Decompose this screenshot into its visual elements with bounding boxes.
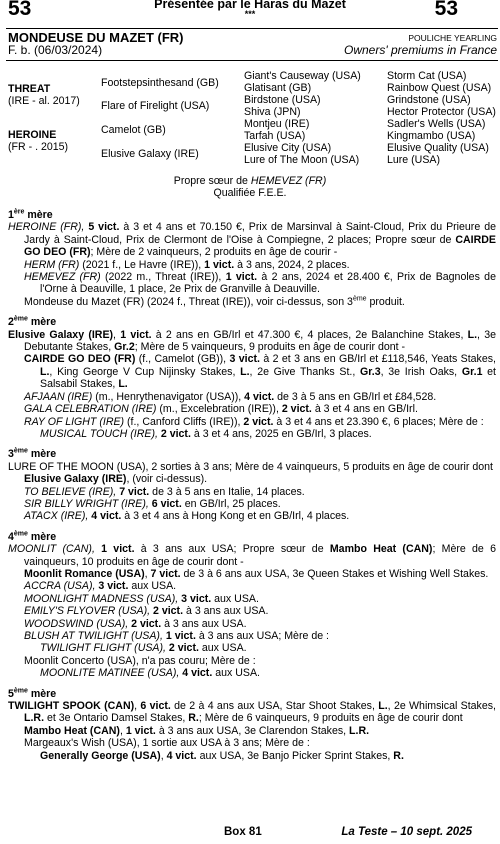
produce-mambo-heat: Mambo Heat (CAN), 1 vict. à 3 ans aux USA, 3e Clarendon Stakes, L.R.	[24, 724, 370, 737]
owners-premiums: Owners' premiums in France	[344, 43, 497, 57]
pedigree-top-rule	[6, 60, 498, 61]
gen3-4: Shiva (JPN)	[244, 106, 301, 118]
section-heading-4: 4ème mère	[8, 530, 57, 543]
gen4-7: Elusive Quality (USA)	[387, 142, 489, 154]
sister-prefix: Propre sœur de	[173, 175, 251, 187]
produce-ray-of-light: RAY OF LIGHT (IRE) (f., Canford Cliffs (IRE)), 2 vict. à 3 et 4 ans et 23.390 €, 6 places; Mère de :	[24, 415, 484, 428]
produce-blush-at-twilight: BLUSH AT TWILIGHT (USA), 1 vict. à 3 ans aux USA; Mère de :	[24, 630, 329, 642]
produce-hemevez: HEMEVEZ (FR) (2022 m., Threat (IRE)), 1 vict. à 2 ans, 2024 et 28.400 €, Prix de Bagnoles de l'Orne à Deauville, 1 place, 2e Prix de Granville à Deauville.	[24, 271, 496, 296]
sale-place-date: La Teste – 10 sept. 2025	[341, 826, 472, 838]
produce-atacx: ATACX (IRE), 4 vict. à 3 et 4 ans à Hong Kong et en GB/Irl, 4 places.	[24, 510, 350, 523]
grandsire-maternal: Camelot (GB)	[101, 124, 166, 136]
sister-note	[0, 175, 500, 200]
produce-woodswind: WOODSWIND (USA), 2 vict. à 3 ans aux USA.	[24, 617, 247, 630]
grandsire-paternal: Footstepsinthesand (GB)	[101, 77, 219, 89]
produce-moonlight-madness: MOONLIGHT MADNESS (USA), 3 vict. aux USA.	[24, 592, 259, 605]
produce-generally-george: Generally George (USA), 4 vict. aux USA, 3e Banjo Picker Sprint Stakes, R.	[40, 749, 404, 762]
produce-moonlite-matinee: MOONLITE MATINEE (USA), 4 vict. aux USA.	[40, 667, 260, 680]
gen4-3: Grindstone (USA)	[387, 94, 471, 106]
gen4-4: Hector Protector (USA)	[387, 106, 496, 118]
gen3-1: Giant's Causeway (USA)	[244, 70, 361, 82]
section-heading-5: 5ème mère	[8, 687, 57, 700]
sire-name: THREAT	[8, 83, 51, 95]
lot-number-left: 53	[8, 0, 32, 20]
dam-paragraph: HEROINE (FR), 5 vict. à 3 et 4 ans et 70.150 €, Prix de Marsinval à Saint-Cloud, Prix du Prieure de Jardy à Saint-Cloud, Prix de Clermont de l'Oise à Compiegne, 2 places; Propre sœur de CAIRDE GO DEO (FR); Mère de 2 vainqueurs, 2 produits en âge de courir -	[8, 221, 496, 259]
header-rule	[6, 28, 498, 29]
horse-info: F. b. (06/03/2024)	[8, 43, 103, 57]
produce-elusive-galaxy: Elusive Galaxy (IRE), (voir ci-dessus).	[24, 473, 208, 486]
produce-mondeuse: Mondeuse du Mazet (FR) (2024 f., Threat (IRE)), voir ci-dessus, son 3ème produit.	[24, 295, 405, 308]
page-header	[0, 0, 500, 26]
second-dam-paragraph: Elusive Galaxy (IRE), 1 vict. à 2 ans en GB/Irl et 47.300 €, 4 places, 2e Balanchine Stakes, L., 3e Debutante Stakes, Gr.2; Mère de 5 vainqueurs, 9 produits en âge de courir dont -	[8, 328, 497, 354]
produce-musical-touch: MUSICAL TOUCH (IRE), 2 vict. à 3 et 4 ans, 2025 en GB/Irl, 3 places.	[40, 427, 372, 440]
produce-moonlit-concerto: Moonlit Concerto (USA), n'a pas couru; Mère de :	[24, 654, 256, 667]
produce-gala-celebration: GALA CELEBRATION (IRE) (m., Excelebration (IRE)), 2 vict. à 3 et 4 ans en GB/Irl.	[24, 403, 418, 416]
section-heading-3: 3ème mère	[8, 447, 57, 461]
horse-name: MONDEUSE DU MAZET (FR)	[8, 30, 184, 45]
fourth-dam-paragraph: MOONLIT (CAN), 1 vict. à 3 ans aux USA; Propre sœur de Mambo Heat (CAN); Mère de 6 vainqueurs, 10 produits en âge de courir dont -	[8, 543, 496, 568]
produce-to-believe: TO BELIEVE (IRE), 7 vict. de 3 à 5 ans en Italie, 14 places.	[24, 485, 305, 498]
header-stars: ***	[244, 9, 256, 19]
produce-accra: ACCRA (USA), 3 vict. aux USA.	[24, 580, 177, 593]
gen4-1: Storm Cat (USA)	[387, 70, 467, 82]
dam-name: HEROINE	[8, 129, 57, 141]
qualified-note: Qualifiée F.E.E.	[213, 187, 287, 200]
granddam-maternal: Elusive Galaxy (IRE)	[101, 148, 199, 160]
produce-twilight-flight: TWILIGHT FLIGHT (USA), 2 vict. aux USA.	[40, 642, 247, 655]
gen4-2: Rainbow Quest (USA)	[387, 82, 492, 94]
produce-herm: HERM (FR) (2021 f., Le Havre (IRE)), 1 vict. à 3 ans, 2024, 2 places.	[24, 258, 350, 271]
gen4-5: Sadler's Wells (USA)	[387, 118, 486, 130]
sister-name: HEMEVEZ (FR)	[250, 175, 327, 187]
gen3-3: Birdstone (USA)	[244, 94, 321, 106]
produce-afjaan: AFJAAN (IRE) (m., Henrythenavigator (USA)), 4 vict. de 3 à 5 ans en GB/Irl et £84,528.	[24, 390, 437, 403]
fifth-dam-paragraph: TWILIGHT SPOOK (CAN), 6 vict. de 2 à 4 ans aux USA, Star Shoot Stakes, L., 2e Whimsical Stakes, L.R. et 3e Ontario Damsel Stakes, R.; Mère de 6 vainqueurs, 9 produits en âge de courir dont	[8, 700, 496, 725]
lot-number-right: 53	[434, 0, 458, 20]
gen3-8: Lure of The Moon (USA)	[244, 154, 360, 166]
gen3-6: Tarfah (USA)	[244, 130, 306, 142]
produce-margeaux-wish: Margeaux's Wish (USA), 1 sortie aux USA à 3 ans; Mère de :	[24, 737, 310, 750]
dam-info: (FR - . 2015)	[8, 141, 69, 153]
produce-emilys-flyover: EMILY'S FLYOVER (USA), 2 vict. à 3 ans aux USA.	[24, 605, 269, 618]
section-heading-1: 1ère mère	[8, 208, 53, 221]
horse-type: POULICHE YEARLING	[408, 33, 497, 43]
gen4-6: Kingmambo (USA)	[387, 130, 476, 142]
gen3-7: Elusive City (USA)	[244, 142, 332, 154]
produce-cairde-go-deo: CAIRDE GO DEO (FR) (f., Camelot (GB)), 3 vict. à 2 et 3 ans en GB/Irl et £118,546, Yeats Stakes, L., King George V Cup Nijinsky Stakes, L., 2e Give Thanks St., Gr.3, 3e Irish Oaks, Gr.1 et Salsabil Stakes, L.	[24, 353, 497, 391]
section-heading-2: 2ème mère	[8, 315, 57, 329]
gen3-2: Glatisant (GB)	[244, 82, 312, 94]
presented-by: Présentée par le Haras du Mazet	[154, 0, 346, 11]
third-dam-paragraph: LURE OF THE MOON (USA), 2 sorties à 3 ans; Mère de 4 vainqueurs, 5 produits en âge de courir dont	[8, 460, 493, 473]
produce-moonlit-romance: Moonlit Romance (USA), 7 vict. de 3 à 6 ans aux USA, 3e Queen Stakes et Wishing Well Stakes.	[24, 567, 489, 580]
box-number: Box 81	[224, 826, 262, 838]
gen3-5: Montjeu (IRE)	[244, 118, 310, 130]
dam-line	[8, 209, 496, 762]
produce-sir-billy-wright: SIR BILLY WRIGHT (IRE), 6 vict. en GB/Irl, 25 places.	[24, 497, 281, 510]
sire-info: (IRE - al. 2017)	[8, 95, 80, 107]
gen4-8: Lure (USA)	[387, 154, 440, 166]
granddam-paternal: Flare of Firelight (USA)	[101, 100, 210, 112]
